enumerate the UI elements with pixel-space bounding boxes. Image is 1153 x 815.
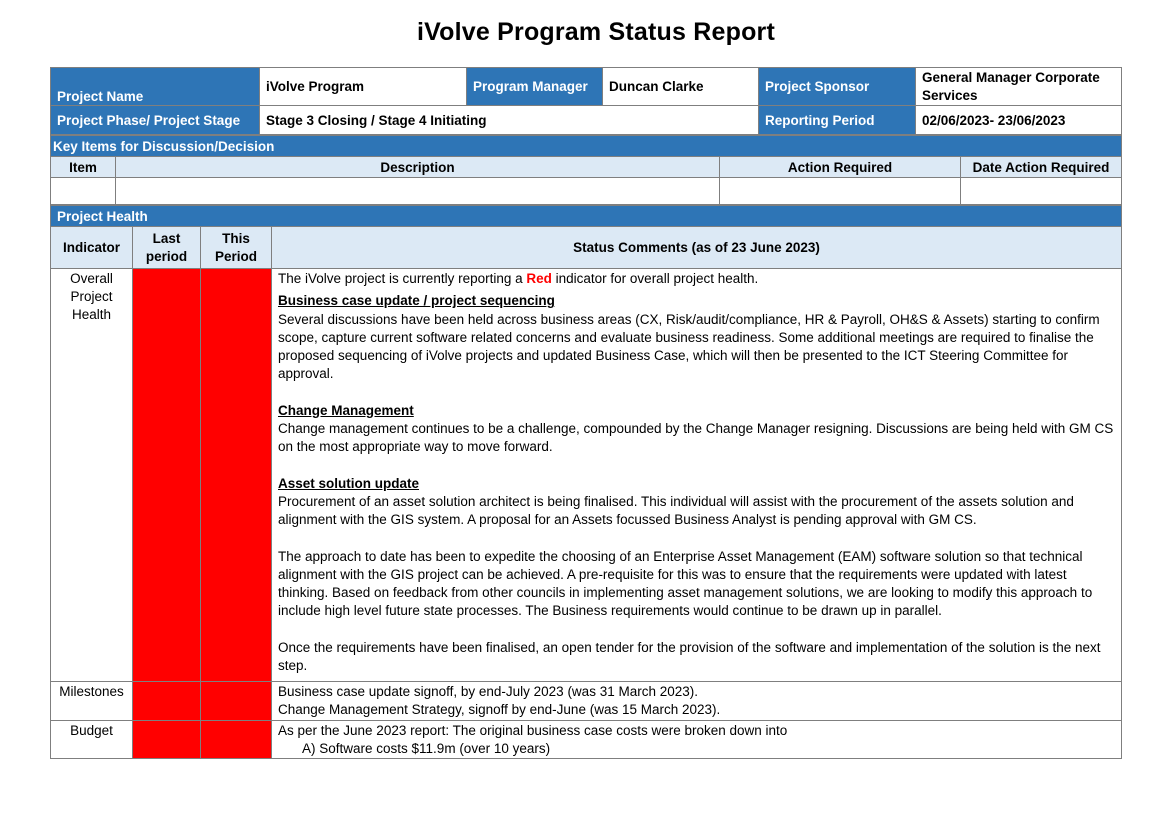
col-indicator-header: Indicator — [51, 227, 133, 269]
col-last-period-header: Last period — [133, 227, 201, 269]
key-items-section-title: Key Items for Discussion/Decision — [51, 136, 1122, 157]
budget-this-period-indicator — [201, 720, 272, 759]
overall-intro: The iVolve project is currently reporting a Red indicator for overall project health. — [278, 271, 759, 286]
budget-comments — [272, 720, 1122, 759]
milestones-label: Milestones — [51, 682, 133, 721]
asset-solution-text: Procurement of an asset solution architect is being finalised. This individual will assist with the procurement of the assets solution and alignment with the GIS system. A proposal for an Assets focussed Business Analyst is pending approval with GM CS. — [278, 493, 1074, 528]
col-description-header: Description — [116, 157, 720, 178]
change-management-text: Change management continues to be a challenge, compounded by the Change Manager resigning. Discussions are being held with GM CS on the most appropriate way to move forward. — [278, 421, 1114, 455]
phase-value: Stage 3 Closing / Stage 4 Initiating — [260, 106, 759, 135]
reporting-period-label: Reporting Period — [759, 106, 916, 135]
col-item-header: Item — [51, 157, 116, 178]
key-item-cell[interactable] — [51, 178, 116, 205]
key-action-cell[interactable] — [720, 178, 961, 205]
col-date-header: Date Action Required — [961, 157, 1122, 178]
milestones-this-period-indicator — [201, 682, 272, 721]
project-health-table — [50, 205, 1122, 759]
program-manager-value: Duncan Clarke — [603, 68, 759, 106]
milestones-last-period-indicator — [133, 682, 201, 721]
budget-last-period-indicator — [133, 720, 201, 759]
report-title: iVolve Program Status Report — [417, 18, 775, 46]
overall-last-period-indicator — [133, 269, 201, 682]
program-manager-label: Program Manager — [467, 68, 603, 106]
business-case-text: Several discussions have been held across business areas (CX, Risk/audit/compliance, HR & Payroll, OH&S & Assets) starting to confirm scope, capture current software related concerns and evaluate business readiness. Some additional meetings are required to finalise the proposed sequencing of iVolve projects and updated Business Case, which will then be presented to the ICT Steering Committee for approval. — [278, 311, 1100, 382]
project-sponsor-value: General Manager Corporate Services — [916, 68, 1122, 106]
col-action-header: Action Required — [720, 157, 961, 178]
overall-this-period-indicator — [201, 269, 272, 682]
budget-line-2: A) Software costs $11.9m (over 10 years) — [302, 740, 551, 756]
key-description-cell[interactable] — [116, 178, 720, 205]
col-this-period-header: This Period — [201, 227, 272, 269]
reporting-period-value: 02/06/2023- 23/06/2023 — [916, 106, 1122, 135]
overall-health-label: Overall Project Health — [51, 269, 133, 682]
approach-text: The approach to date has been to expedite the choosing of an Enterprise Asset Management (EAM) software solution so that technical alignment with the GIS project can be achieved. A pre-requisite for this was to ensure that the requirements were updated with latest thinking. Based on feedback from other councils in implementing asset management solutions, we are looking to modify this approach to include high level future state processes. The Business requirements would continue to be drawn up in parallel. — [278, 548, 1093, 619]
project-name-label: Project Name — [51, 68, 260, 106]
col-status-comments-header: Status Comments (as of 23 June 2023) — [272, 227, 1122, 269]
key-items-table — [50, 135, 1122, 205]
project-sponsor-label: Project Sponsor — [759, 68, 916, 106]
key-date-cell[interactable] — [961, 178, 1122, 205]
phase-label: Project Phase/ Project Stage — [51, 106, 260, 135]
project-info-table — [50, 67, 1122, 135]
red-status-text: Red — [526, 271, 552, 286]
budget-label: Budget — [51, 720, 133, 759]
milestones-comments — [272, 682, 1122, 721]
asset-solution-heading: Asset solution update — [278, 475, 420, 491]
milestone-line-1: Business case update signoff, by end-July 2023 (was 31 March 2023). — [278, 684, 698, 699]
milestone-line-2: Change Management Strategy, signoff by end-June (was 15 March 2023). — [278, 702, 721, 718]
change-management-heading: Change Management — [278, 402, 414, 418]
next-step-text: Once the requirements have been finalised, an open tender for the provision of the software and implementation of the solution is the next step. — [278, 639, 1101, 674]
business-case-heading: Business case update / project sequencing — [278, 293, 555, 309]
project-name-value: iVolve Program — [260, 68, 467, 106]
project-health-section-title: Project Health — [51, 206, 1122, 227]
overall-status-comments — [272, 269, 1122, 682]
budget-line-1: As per the June 2023 report: The original business case costs were broken down into — [278, 722, 788, 738]
